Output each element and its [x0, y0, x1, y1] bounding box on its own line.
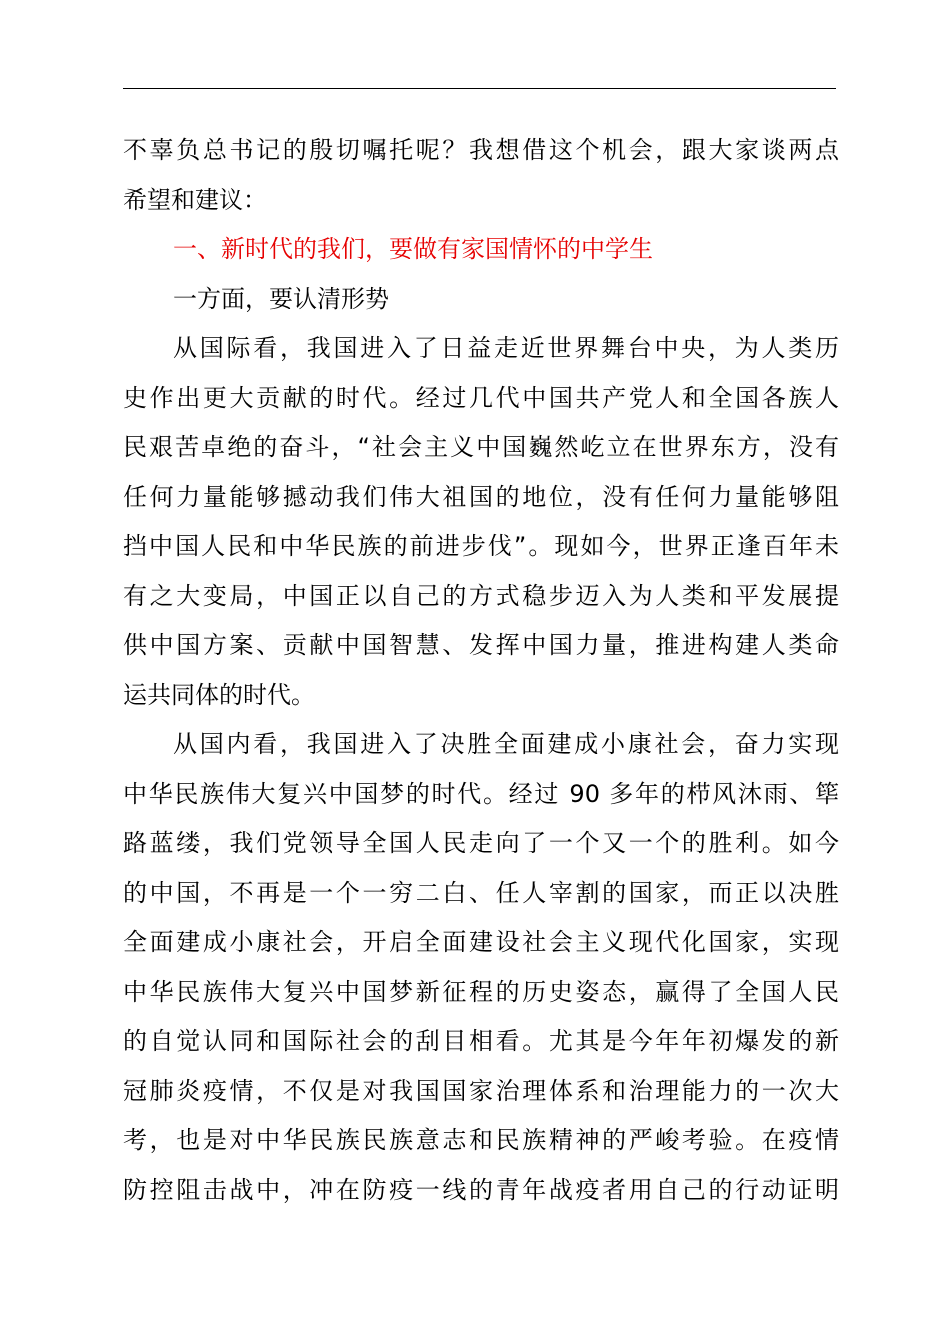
- body-line: 路蓝缕，我们党领导全国人民走向了一个又一个的胜利。如今: [123, 829, 839, 857]
- section-heading: 一、新时代的我们，要做有家国情怀的中学生: [173, 235, 653, 263]
- body-line: 民艰苦卓绝的奋斗，“社会主义中国巍然屹立在世界东方，没有: [123, 433, 839, 461]
- body-line: 史作出更大贡献的时代。经过几代中国共产党人和全国各族人: [123, 383, 839, 412]
- body-line: 的中国，不再是一个一穷二白、任人宰割的国家，而正以决胜: [123, 878, 839, 907]
- body-line: 中华民族伟大复兴中国梦新征程的历史姿态，赢得了全国人民: [123, 977, 839, 1006]
- body-line: 希望和建议：: [123, 185, 267, 214]
- body-line: 供中国方案、贡献中国智慧、发挥中国力量，推进构建人类命: [123, 631, 839, 659]
- body-line: 挡中国人民和中华民族的前进步伐”。现如今，世界正逢百年未: [123, 532, 839, 560]
- body-line: 冠肺炎疫情，不仅是对我国国家治理体系和治理能力的一次大: [123, 1076, 839, 1105]
- document-body: [123, 126, 839, 1215]
- body-line: 的自觉认同和国际社会的刮目相看。尤其是今年年初爆发的新: [123, 1027, 839, 1055]
- subheading: 一方面，要认清形势: [173, 284, 389, 313]
- body-line: 中华民族伟大复兴中国梦的时代。经过 90 多年的栉风沐雨、筚: [123, 779, 839, 808]
- paragraph-first-line: 从国内看，我国进入了决胜全面建成小康社会，奋力实现: [173, 730, 839, 758]
- body-line: 防控阻击战中，冲在防疫一线的青年战疫者用自己的行动证明: [123, 1175, 839, 1204]
- body-line: 运共同体的时代。: [123, 680, 315, 709]
- body-line: 有之大变局，中国正以自己的方式稳步迈入为人类和平发展提: [123, 581, 839, 610]
- body-line: 不辜负总书记的殷切嘱托呢？我想借这个机会，跟大家谈两点: [123, 136, 839, 164]
- body-line: 任何力量能够撼动我们伟大祖国的地位，没有任何力量能够阻: [123, 482, 839, 511]
- paragraph-first-line: 从国际看，我国进入了日益走近世界舞台中央，为人类历: [173, 334, 839, 362]
- body-line: 考，也是对中华民族民族意志和民族精神的严峻考验。在疫情: [123, 1126, 839, 1154]
- header-rule: [123, 88, 836, 89]
- body-line: 全面建成小康社会，开启全面建设社会主义现代化国家，实现: [123, 928, 839, 956]
